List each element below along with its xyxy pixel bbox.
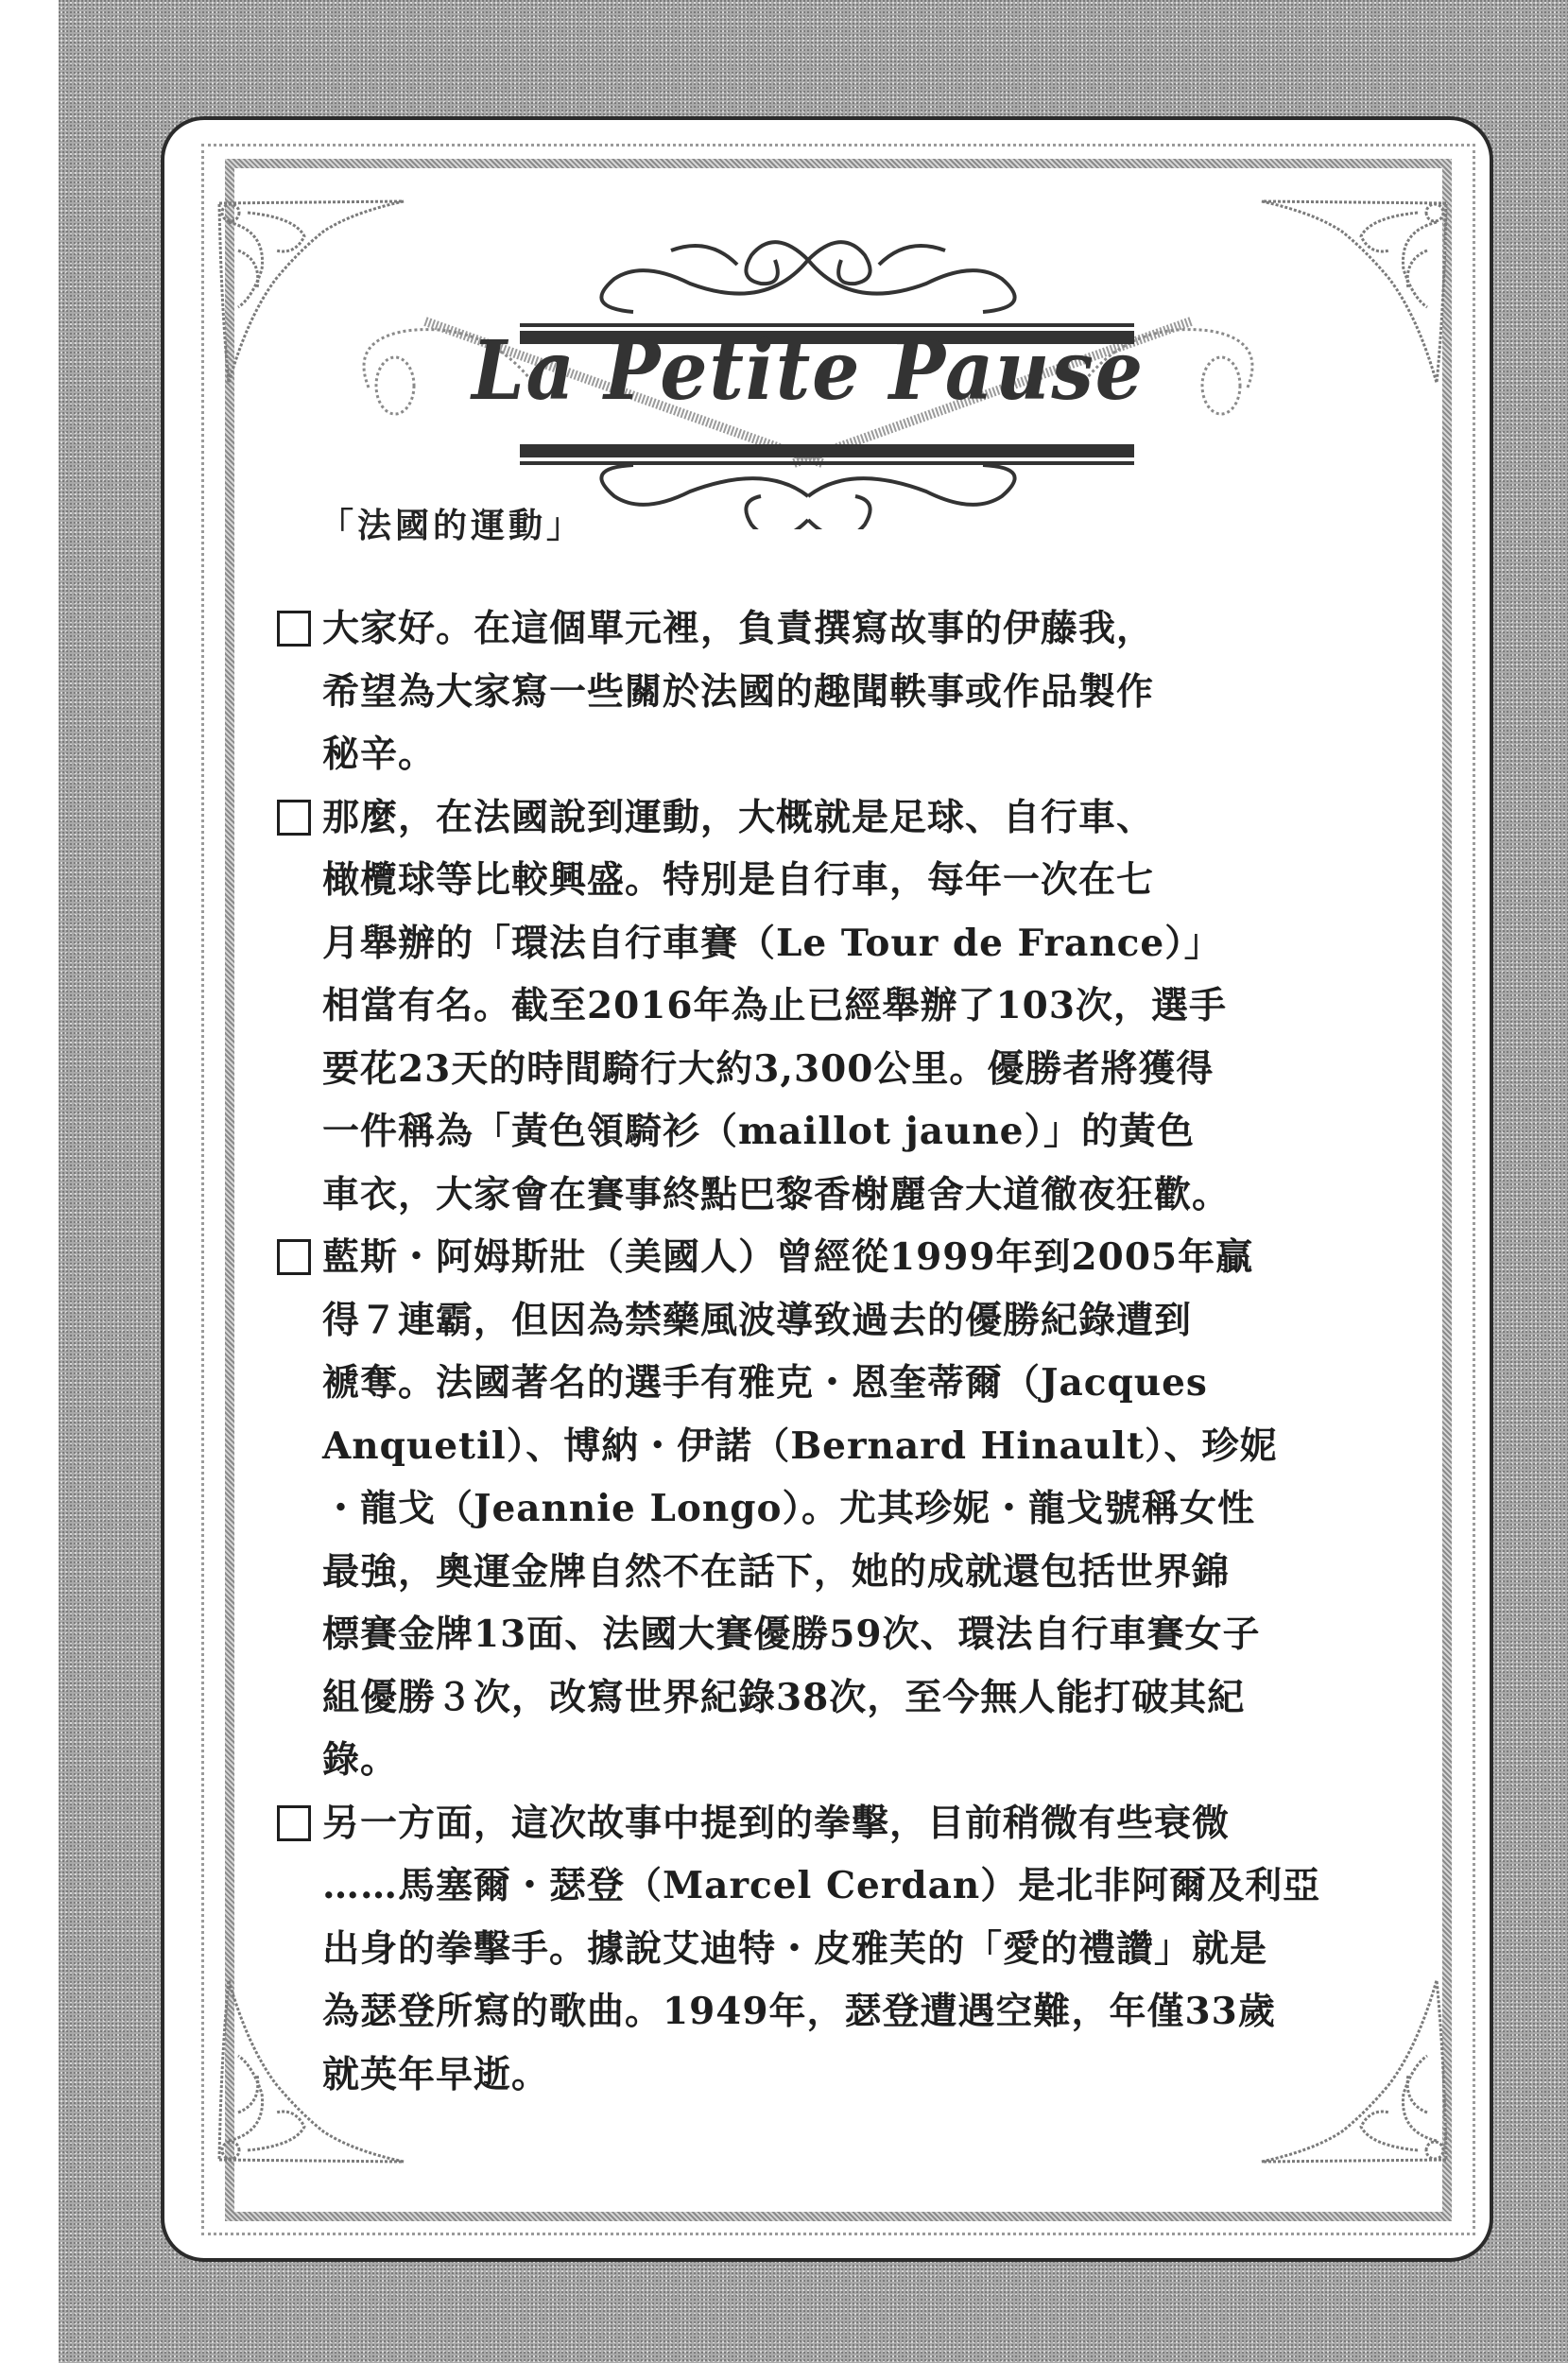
text-line: Anquetil）、博納・伊諾（Bernard Hinault）、珍妮 xyxy=(322,1423,1278,1468)
text-line: 橄欖球等比較興盛。特別是自行車，每年一次在七 xyxy=(322,858,1155,902)
paragraph-tour-de-france xyxy=(274,786,1456,1227)
text-line: 最強，奧運金牌自然不在話下，她的成就還包括世界錦 xyxy=(322,1549,1231,1594)
text-line: 出身的拳擊手。據說艾迪特・皮雅芙的「愛的禮讚」就是 xyxy=(322,1926,1268,1971)
corner-ornament-icon xyxy=(1257,194,1456,392)
text-line: 大家好。在這個單元裡，負責撰寫故事的伊藤我， xyxy=(322,607,1155,650)
square-bullet-icon xyxy=(277,800,311,836)
paragraph-champions xyxy=(274,1226,1456,1792)
section-subtitle: 「法國的運動」 xyxy=(319,506,585,545)
title-banner xyxy=(331,217,1285,529)
square-bullet-icon xyxy=(277,1805,311,1841)
text-line: 車衣，大家會在賽事終點巴黎香榭麗舍大道徹夜狂歡。 xyxy=(322,1172,1231,1216)
text-line: 就英年早逝。 xyxy=(322,2052,550,2096)
text-line: 相當有名。截至2016年為止已經舉辦了103次，選手 xyxy=(322,984,1227,1027)
square-bullet-icon xyxy=(277,1239,311,1275)
paragraph-boxing xyxy=(274,1792,1456,2107)
square-bullet-icon xyxy=(277,611,311,647)
text-line: 另一方面，這次故事中提到的拳擊，目前稍微有些衰微 xyxy=(322,1801,1231,1845)
text-line: 藍斯・阿姆斯壯（美國人）曾經從1999年到2005年贏 xyxy=(322,1235,1254,1279)
text-line: 希望為大家寫一些關於法國的趣聞軼事或作品製作 xyxy=(322,669,1155,714)
text-line: 得７連霸，但因為禁藥風波導致過去的優勝紀錄遭到 xyxy=(322,1298,1193,1342)
text-line: ……馬塞爾・瑟登（Marcel Cerdan）是北非阿爾及利亞 xyxy=(322,1864,1321,1907)
article-body xyxy=(274,597,1456,2106)
paragraph-intro xyxy=(274,597,1456,786)
page-title: La Petite Pause xyxy=(472,323,1145,419)
text-line: 那麼，在法國說到運動，大概就是足球、自行車、 xyxy=(322,795,1155,839)
text-line: 一件稱為「黃色領騎衫（maillot jaune）」的黃色 xyxy=(322,1110,1195,1153)
text-line: ・龍戈（Jeannie Longo）。尤其珍妮・龍戈號稱女性 xyxy=(322,1487,1256,1530)
text-line: 要花23天的時間騎行大約3,300公里。優勝者將獲得 xyxy=(322,1046,1215,1091)
text-line: 組優勝３次，改寫世界紀錄38次，至今無人能打破其紀 xyxy=(322,1675,1246,1719)
text-line: 褫奪。法國著名的選手有雅克・恩奎蒂爾（Jacques xyxy=(322,1361,1208,1405)
text-line: 錄。 xyxy=(322,1738,399,1782)
text-line: 為瑟登所寫的歌曲。1949年，瑟登遭遇空難，年僅33歲 xyxy=(322,1990,1276,2033)
text-line: 標賽金牌13面、法國大賽優勝59次、環法自行車賽女子 xyxy=(322,1613,1261,1656)
text-line: 秘辛。 xyxy=(322,733,437,776)
text-line: 月舉辦的「環法自行車賽（Le Tour de France）」 xyxy=(322,921,1222,965)
